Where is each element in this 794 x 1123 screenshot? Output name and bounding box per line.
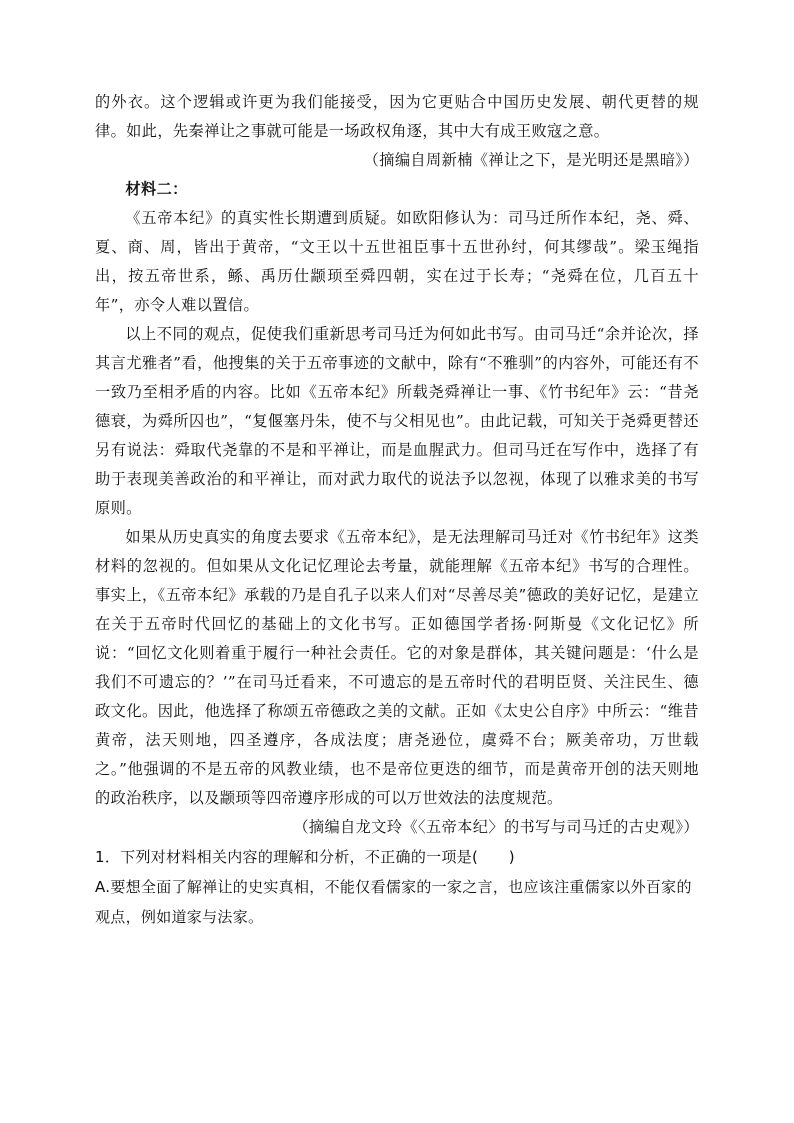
material2-paragraph-2: 以上不同的观点，促使我们重新思考司马迁为何如此书写。由司马迁“余并论次，择其言尤雅者”看，他搜集的关于五帝事迹的文献中，除有“不雅驯”的内容外，可能还有不一致乃至相矛盾的内容。比如《五帝本纪》所载尧舜禅让一事、《竹书纪年》云：“昔尧德衰，为舜所囚也”，“复偃塞丹朱，使不与父相见也”。由此记载，可知关于尧舜更替还另有说法：舜取代尧靠的不是和平禅让，而是血腥武力。但司马迁在写作中，选择了有助于表现美善政治的和平禅让，而对武力取代的说法予以忽视，体现了以雅求美的书写原则。 — [95, 325, 699, 517]
question-1-stem: 1．下列对材料相关内容的理解和分析，不正确的一项是( ) — [95, 848, 515, 866]
material2-paragraph-3: 如果从历史真实的角度去要求《五帝本纪》，是无法理解司马迁对《竹书纪年》这类材料的忽视的。但如果从文化记忆理论去考量，就能理解《五帝本纪》书写的合理性。事实上，《五帝本纪》承载的乃是自孔子以来人们对“尽善尽美”德政的美好记忆，是建立在关于五帝时代回忆的基础上的文化书写。正如德国学者扬·阿斯曼《文化记忆》所说：“回忆文化则着重于履行一种社会责任。它的对象是群体，其关键问题是：‘什么是我们不可遗忘的？’”在司马迁看来，不可遗忘的是五帝时代的君明臣贤、关注民生、德政文化。因此，他选择了称颂五帝德政之美的文献。正如《太史公自序》中所云：“维昔黄帝，法天则地，四圣遵序，各成法度；唐尧逊位，虞舜不台；厥美帝功，万世载之。”他强调的不是五帝的风教业绩，也不是帝位更迭的细节，而是黄帝开创的法天则地的政治秩序，以及颛顼等四帝遵序形成的可以万世效法的法度规范。 — [95, 528, 699, 807]
material1-tail-paragraph: 的外衣。这个逻辑或许更为我们能接受，因为它更贴合中国历史发展、朝代更替的规律。如此，先秦禅让之事就可能是一场政权角逐，其中大有成王败寇之意。 — [95, 93, 699, 140]
document-page — [95, 88, 699, 932]
material2-paragraph-1: 《五帝本纪》的真实性长期遭到质疑。如欧阳修认为：司马迁所作本纪，尧、舜、夏、商、周，皆出于黄帝，“文王以十五世祖臣事十五世孙纣，何其缪哉”。梁玉绳指出，按五帝世系，鲧、禹历仕颛顼至舜四朝，实在过于长寿；“尧舜在位，几百五十年”，亦令人难以置信。 — [95, 209, 699, 314]
question-1-option-a: A.要想全面了解禅让的史实真相，不能仅看儒家的一家之言，也应该注重儒家以外百家的观点，例如道家与法家。 — [95, 878, 692, 926]
material2-source: （摘编自龙文玲《〈五帝本纪〉的书写与司马迁的古史观》） — [293, 818, 699, 836]
material2-heading: 材料二： — [125, 180, 188, 198]
material1-source: （摘编自周新楠《禅让之下，是光明还是黑暗》） — [363, 151, 699, 169]
